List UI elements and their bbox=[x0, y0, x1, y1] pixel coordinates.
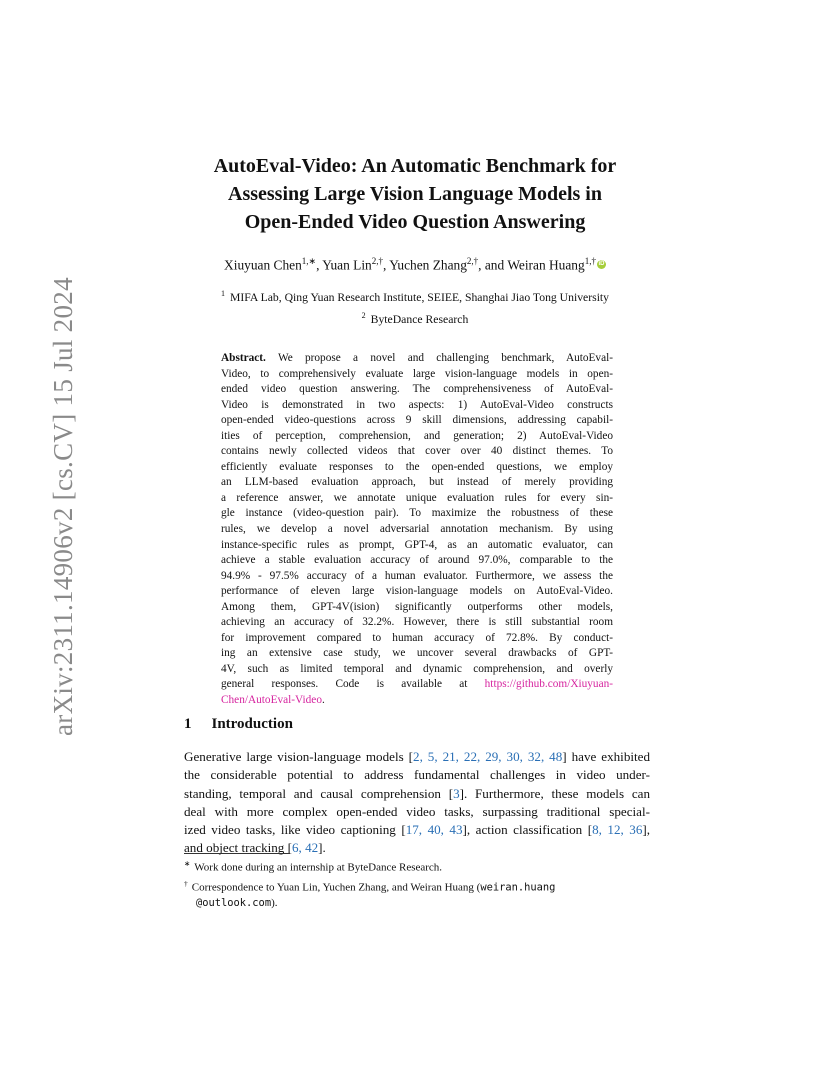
abstract-line: Video is demonstrated in two aspects: 1) AutoEval-Video constructs bbox=[221, 398, 613, 411]
intro-text: ]. bbox=[318, 840, 326, 856]
abstract-text: . bbox=[321, 694, 325, 707]
author-name: Weiran Huang bbox=[507, 257, 585, 273]
affiliations bbox=[150, 285, 680, 329]
author-name: Xiuyuan Chen bbox=[224, 257, 302, 273]
footnote-text: Correspondence to Yuan Lin, Yuchen Zhang, and Weiran Huang ( bbox=[191, 881, 481, 894]
abstract-line: ities of perception, comprehension, and generation; 2) AutoEval-Video bbox=[221, 429, 613, 442]
footnote-rule bbox=[184, 853, 290, 854]
intro-text: ] have exhibited bbox=[562, 749, 650, 764]
section-title: Introduction bbox=[211, 716, 293, 732]
footnotes bbox=[184, 856, 650, 911]
author-name: Yuchen Zhang bbox=[389, 257, 467, 273]
abstract-line: Among them, GPT-4V(ision) significantly outperforms other models, bbox=[221, 600, 613, 613]
abstract-line: for improvement compared to human accuracy of 72.8%. By conduct- bbox=[221, 631, 613, 644]
footnote bbox=[184, 876, 650, 896]
affiliation-text: MIFA Lab, Qing Yuan Research Institute, SEIEE, Shanghai Jiao Tong University bbox=[229, 290, 610, 304]
intro-text: Generative large vision-language models [ bbox=[184, 749, 414, 764]
affiliation-text: ByteDance Research bbox=[370, 312, 469, 326]
code-link-continued[interactable]: Chen/AutoEval-Video bbox=[221, 694, 322, 707]
abstract-line bbox=[221, 693, 613, 709]
footnote-text: Work done during an internship at ByteDance Research. bbox=[194, 861, 443, 874]
intro-text: ], bbox=[642, 822, 651, 838]
intro-text: ], action classification [ bbox=[462, 822, 593, 838]
abstract-line: efficiently evaluate responses to the open-ended questions, we employ bbox=[221, 460, 613, 473]
footnote-continued bbox=[184, 895, 650, 911]
separator: , and bbox=[478, 257, 508, 273]
intro-line bbox=[184, 748, 650, 766]
footnote-text: ). bbox=[271, 897, 278, 910]
abstract-line: an LLM-based evaluation approach, but instead of merely providing bbox=[221, 476, 613, 489]
orcid-icon[interactable]: iD bbox=[598, 261, 605, 268]
abstract-line: contains newly collected videos that cover over 40 distinct themes. To bbox=[221, 445, 613, 458]
email-address: weiran.huang bbox=[480, 881, 556, 894]
section-number: 1 bbox=[184, 716, 192, 732]
separator: , bbox=[316, 257, 323, 273]
arxiv-identifier: arXiv:2311.14906v2 [cs.CV] 15 Jul 2024 bbox=[48, 277, 78, 736]
email-address: @outlook.com bbox=[196, 897, 272, 910]
intro-line bbox=[184, 821, 650, 839]
abstract-line: achieving an accuracy of 32.2%. However, there is still substantial room bbox=[221, 616, 613, 629]
abstract-text: general responses. Code is available at bbox=[221, 678, 485, 691]
footnote-mark: ∗ bbox=[184, 859, 191, 868]
intro-paragraph bbox=[184, 748, 650, 858]
title-line: Open-Ended Video Question Answering bbox=[244, 211, 586, 233]
abstract-line: ing an extensive case study, we uncover several drawbacks of GPT- bbox=[221, 647, 613, 660]
title-line: Assessing Large Vision Language Models in bbox=[228, 183, 602, 205]
paper-title bbox=[150, 152, 680, 236]
abstract-line: ended video question answering. The comprehensiveness of AutoEval- bbox=[221, 383, 613, 396]
abstract-line: achieve a stable evaluation accuracy of around 97.0%, comparable to the bbox=[221, 554, 613, 567]
author-affil-mark: 1,† bbox=[584, 256, 596, 266]
citation-link[interactable]: 8, 12, 36 bbox=[592, 822, 643, 838]
footnote-mark: † bbox=[184, 878, 188, 888]
citation-link[interactable]: 3 bbox=[453, 785, 460, 801]
abstract-line: instance-specific rules as prompt, GPT-4, as an automatic evaluator, can bbox=[221, 538, 613, 551]
abstract-line: a reference answer, we annotate unique evaluation rules for every sin- bbox=[221, 491, 613, 504]
intro-line: deal with more complex open-ended video tasks, surpassing traditional special- bbox=[184, 803, 650, 819]
code-link[interactable]: https://github.com/Xiuyuan- bbox=[484, 678, 613, 691]
abstract-line: performance of eleven large vision-language models on AutoEval-Video. bbox=[221, 585, 613, 598]
intro-text: ]. Furthermore, these models can bbox=[459, 785, 650, 801]
author-name: Yuan Lin bbox=[322, 257, 372, 273]
abstract-text: We propose a novel and challenging benchmark, AutoEval- bbox=[277, 352, 613, 364]
affiliation bbox=[150, 285, 680, 307]
abstract-line: rules, we develop a novel adversarial annotation mechanism. By using bbox=[221, 523, 613, 536]
author-affil-mark: 1,∗ bbox=[301, 256, 317, 266]
citation-link[interactable]: 2, 5, 21, 22, 29, 30, 32, 48 bbox=[413, 749, 563, 764]
author-list bbox=[150, 256, 680, 273]
citation-link[interactable]: 6, 42 bbox=[291, 840, 319, 856]
author-affil-mark: 2,† bbox=[371, 256, 383, 266]
intro-line: the considerable potential to address fundamental challenges in video under- bbox=[184, 767, 650, 783]
author-affil-mark: 2,† bbox=[466, 256, 479, 266]
intro-text: ized video tasks, like video captioning [ bbox=[184, 822, 406, 838]
intro-text: and object tracking [ bbox=[184, 840, 292, 856]
title-line: AutoEval-Video: An Automatic Benchmark for bbox=[213, 155, 617, 177]
abstract-label: Abstract. bbox=[221, 352, 266, 364]
separator: , bbox=[383, 257, 390, 273]
abstract-line: 4V, such as limited temporal and dynamic comprehension, and overly bbox=[221, 662, 613, 675]
intro-text: standing, temporal and causal comprehension [ bbox=[184, 785, 454, 801]
affiliation-mark: 1 bbox=[220, 289, 225, 298]
intro-line bbox=[184, 785, 650, 803]
abstract bbox=[221, 351, 613, 709]
abstract-line bbox=[221, 351, 613, 367]
affiliation bbox=[150, 307, 680, 329]
footnote bbox=[184, 856, 650, 876]
abstract-line: gle instance (video-question pair). To maximize the robustness of these bbox=[221, 507, 613, 520]
citation-link[interactable]: 17, 40, 43 bbox=[405, 822, 463, 838]
abstract-line: 94.9% - 97.5% accuracy of a human evaluator. Furthermore, we assess the bbox=[221, 569, 613, 582]
abstract-line bbox=[221, 677, 613, 693]
section-heading bbox=[184, 716, 293, 733]
abstract-line: Video, to comprehensively evaluate large vision-language models in open- bbox=[221, 367, 613, 380]
abstract-line: open-ended video-questions across 9 skill dimensions, addressing capabil- bbox=[221, 414, 613, 427]
affiliation-mark: 2 bbox=[361, 310, 366, 320]
